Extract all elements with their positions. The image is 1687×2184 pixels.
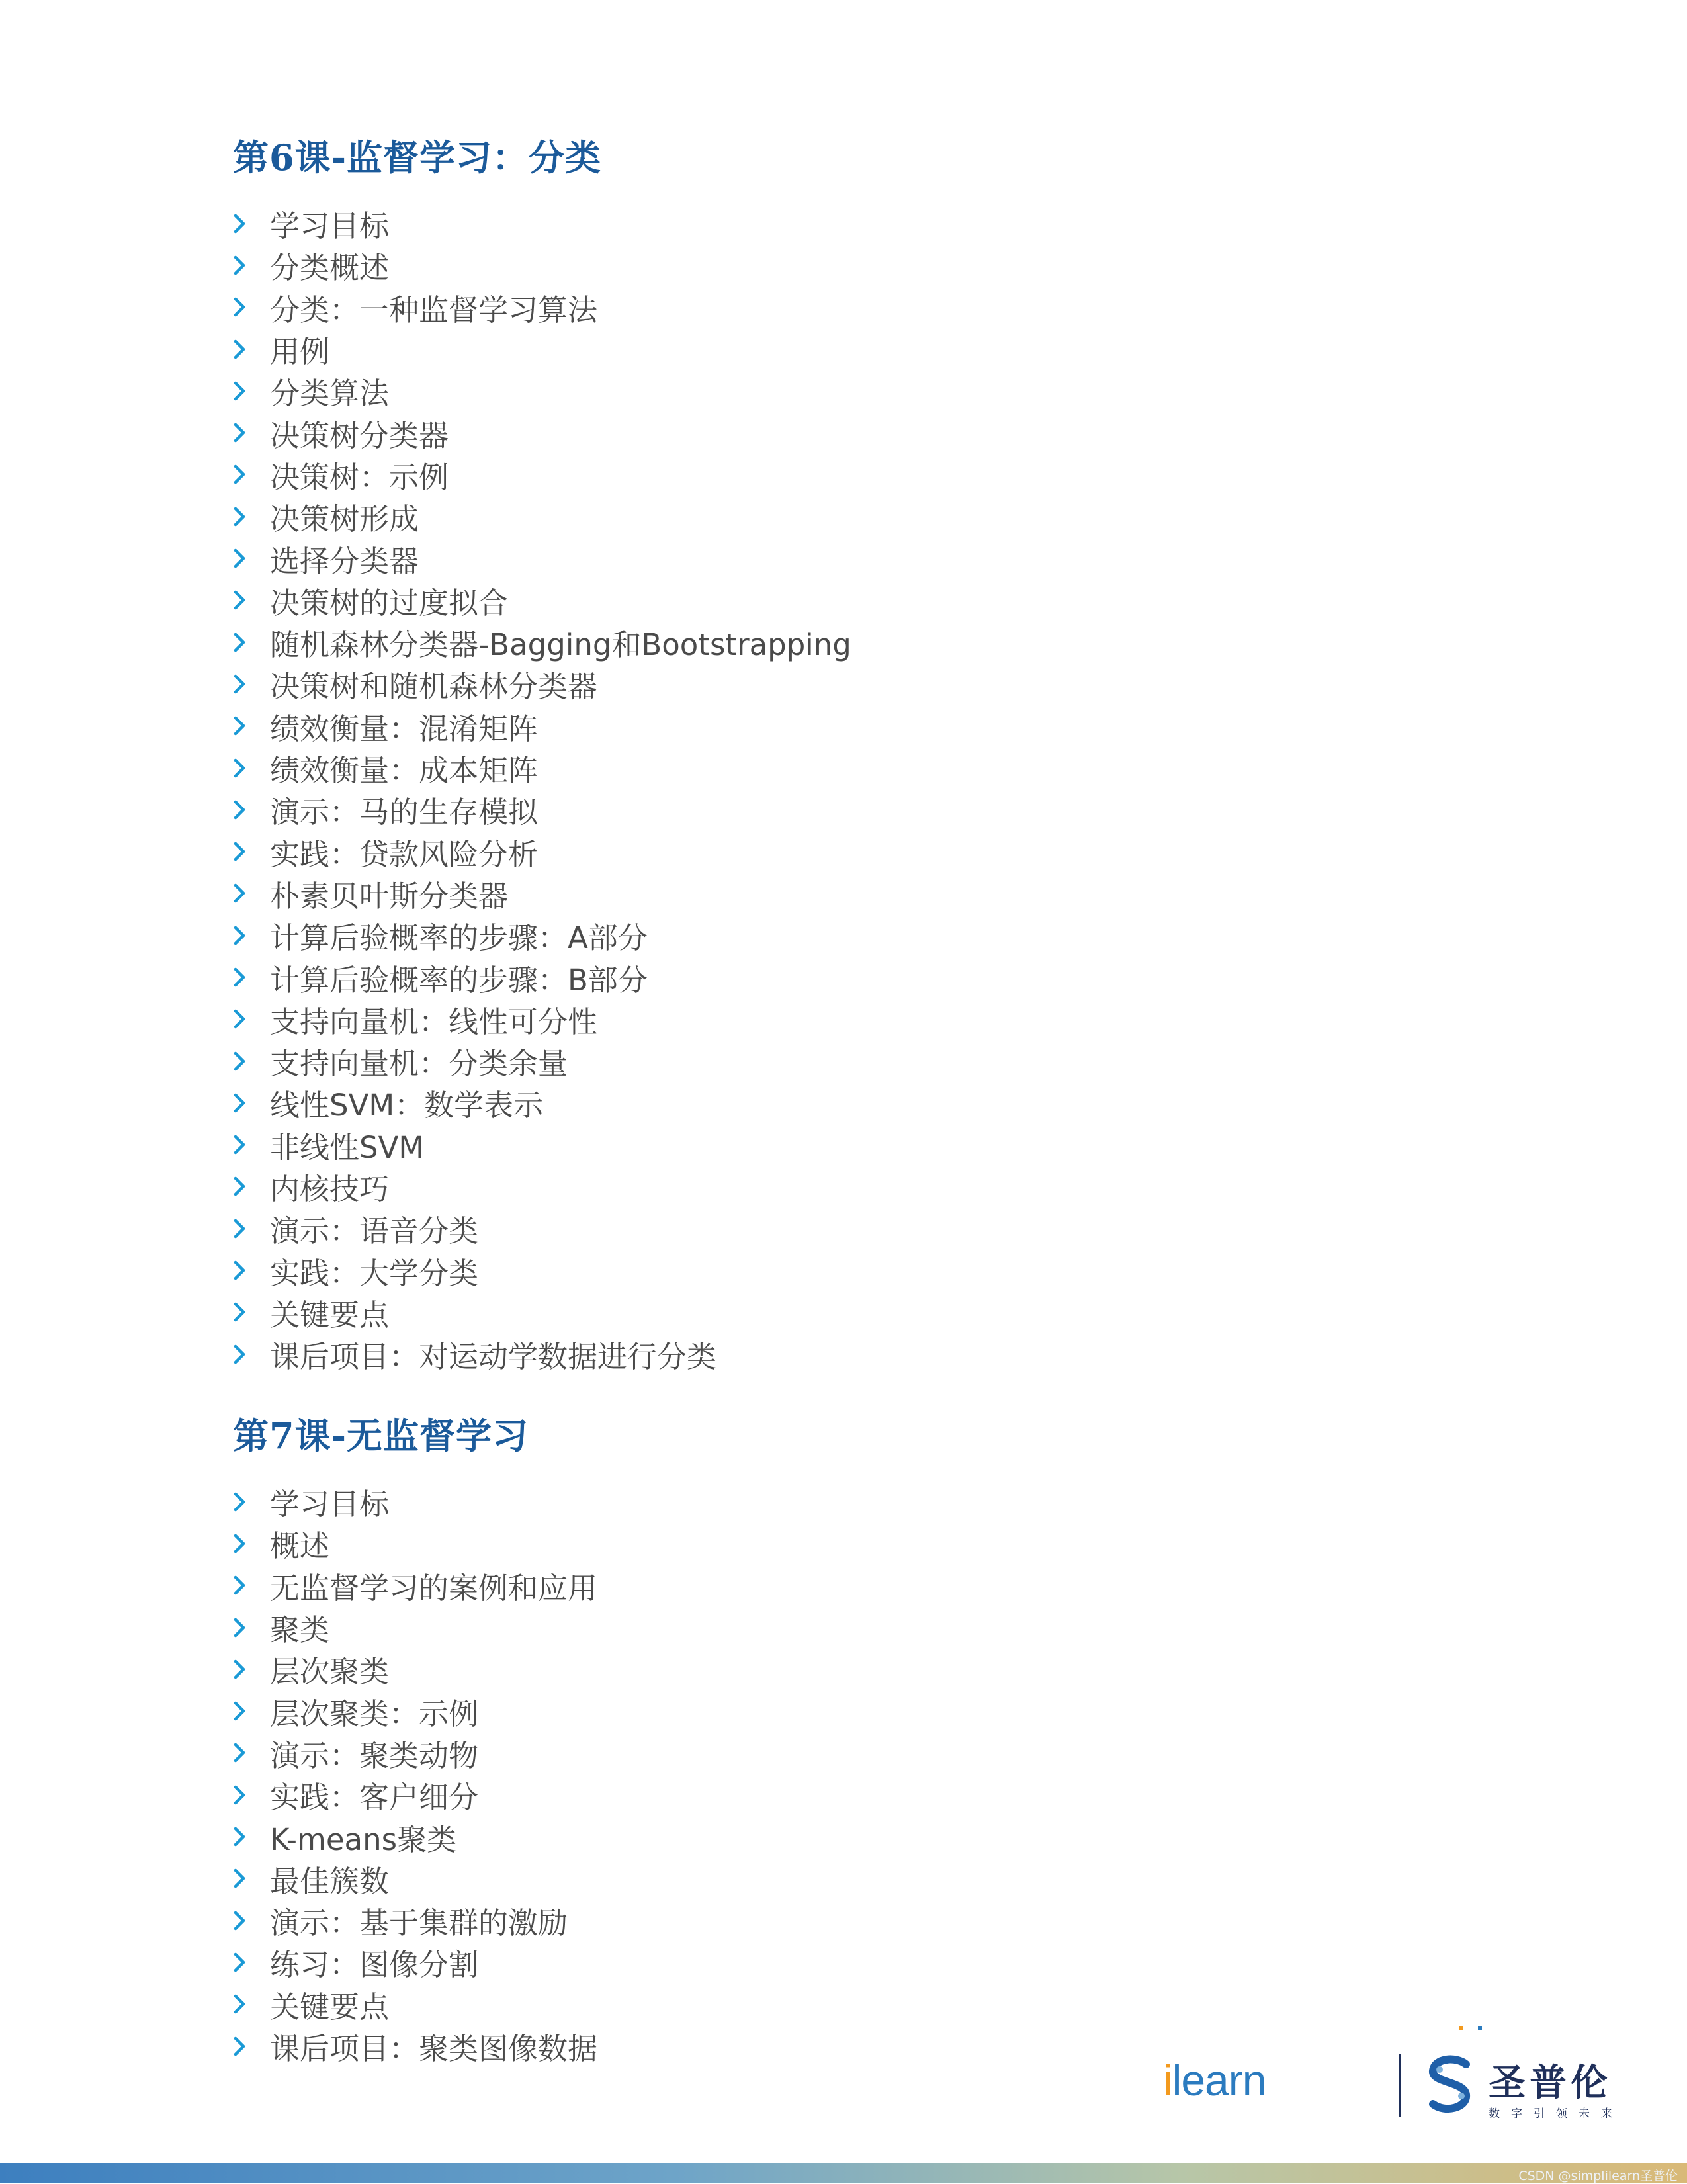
- topic-label: 演示：语音分类: [270, 1213, 479, 1249]
- footer: [0, 2025, 1687, 2183]
- csdn-watermark: CSDN @simplilearn圣普伦: [1518, 2169, 1678, 2183]
- topic-item: [233, 1522, 597, 1564]
- topic-label: 层次聚类：示例: [270, 1696, 479, 1731]
- chevron-right-icon: [233, 1907, 270, 1934]
- topic-item: [233, 873, 851, 914]
- topic-label: 演示：马的生存模拟: [270, 795, 539, 830]
- logo-accent-dots: [1459, 2025, 1486, 2031]
- topic-label: 实践：大学分类: [270, 1255, 479, 1291]
- topic-label: 课后项目：对运动学数据进行分类: [270, 1339, 717, 1375]
- topic-label: K-means聚类: [270, 1821, 457, 1857]
- topic-item: [233, 1040, 851, 1082]
- topic-label: 练习：图像分割: [270, 1947, 479, 1983]
- topic-label: 实践：客户细分: [270, 1780, 479, 1815]
- topic-label: 随机森林分类器-Bagging和Bootstrapping: [270, 627, 851, 663]
- lesson-6-title: 第6课-监督学习：分类: [233, 136, 601, 179]
- chevron-right-icon: [233, 797, 270, 823]
- chevron-right-icon: [233, 1823, 270, 1850]
- chevron-right-icon: [233, 1006, 270, 1032]
- topic-item: [233, 1732, 597, 1774]
- topic-item: [233, 1249, 851, 1291]
- logo-divider: [1399, 2054, 1401, 2117]
- topic-label: 用例: [270, 334, 330, 370]
- chevron-right-icon: [233, 1614, 270, 1641]
- chevron-right-icon: [233, 1572, 270, 1598]
- topic-label: 计算后验概率的步骤：B部分: [270, 962, 648, 998]
- topic-item: [233, 1291, 851, 1333]
- chevron-right-icon: [233, 1991, 270, 2017]
- topic-label: 课后项目：聚类图像数据: [270, 2031, 598, 2067]
- logo-learn-text: learn: [1172, 2056, 1266, 2105]
- chevron-right-icon: [233, 1173, 270, 1200]
- chevron-right-icon: [233, 378, 270, 404]
- chevron-right-icon: [233, 1215, 270, 1242]
- chevron-right-icon: [233, 294, 270, 320]
- topic-label: 决策树分类器: [270, 417, 449, 453]
- topic-item: [233, 705, 851, 747]
- topic-label: 绩效衡量：成本矩阵: [270, 753, 539, 789]
- topic-item: [233, 1333, 851, 1375]
- logo-i-text: i: [1163, 2056, 1172, 2105]
- chevron-right-icon: [233, 1131, 270, 1158]
- chevron-right-icon: [233, 1949, 270, 1976]
- topic-item: [233, 1207, 851, 1249]
- topic-item: [233, 286, 851, 328]
- chevron-right-icon: [233, 1341, 270, 1368]
- topic-label: 支持向量机：分类余量: [270, 1046, 568, 1082]
- topic-label: 层次聚类: [270, 1654, 390, 1690]
- topic-label: 选择分类器: [270, 543, 419, 579]
- topic-item: [233, 454, 851, 496]
- chevron-right-icon: [233, 1090, 270, 1116]
- chevron-right-icon: [233, 1656, 270, 1682]
- topic-item: [233, 1166, 851, 1207]
- topic-label: 学习目标: [270, 208, 390, 244]
- topic-label: 内核技巧: [270, 1171, 390, 1207]
- topic-item: [233, 1815, 597, 1857]
- topic-item: [233, 956, 851, 998]
- topic-label: 关键要点: [270, 1989, 390, 2025]
- topic-item: [233, 998, 851, 1040]
- topic-item: [233, 1648, 597, 1690]
- chevron-right-icon: [233, 1698, 270, 1724]
- topic-item: [233, 747, 851, 789]
- chevron-right-icon: [233, 210, 270, 237]
- topic-label: 聚类: [270, 1612, 330, 1648]
- lesson-7-title: 第7课-无监督学习: [233, 1415, 529, 1457]
- topic-label: 关键要点: [270, 1297, 390, 1332]
- topic-label: 计算后验概率的步骤：A部分: [270, 920, 648, 956]
- chevron-right-icon: [233, 545, 270, 572]
- chevron-right-icon: [233, 713, 270, 739]
- topic-item: [233, 1082, 851, 1123]
- chevron-right-icon: [233, 880, 270, 906]
- chevron-right-icon: [233, 1739, 270, 1766]
- topic-item: [233, 1900, 597, 1941]
- chevron-right-icon: [233, 838, 270, 865]
- chevron-right-icon: [233, 964, 270, 990]
- topic-item: [233, 830, 851, 872]
- chevron-right-icon: [233, 1530, 270, 1557]
- chevron-right-icon: [233, 671, 270, 697]
- chevron-right-icon: [233, 1257, 270, 1284]
- topic-label: 朴素贝叶斯分类器: [270, 878, 509, 914]
- chevron-right-icon: [233, 461, 270, 488]
- chevron-right-icon: [233, 1865, 270, 1892]
- topic-label: 实践：贷款风险分析: [270, 836, 539, 872]
- chevron-right-icon: [233, 629, 270, 656]
- chevron-right-icon: [233, 1489, 270, 1515]
- topic-label: 决策树：示例: [270, 459, 449, 495]
- topic-item: [233, 537, 851, 579]
- topic-item: [233, 496, 851, 537]
- topic-label: 演示：基于集群的激励: [270, 1905, 568, 1941]
- brand-tagline: 数字引领未来: [1489, 2107, 1623, 2120]
- topic-label: 决策树的过度拟合: [270, 585, 509, 621]
- topic-item: [233, 244, 851, 286]
- chevron-right-icon: [233, 336, 270, 363]
- topic-item: [233, 202, 851, 244]
- topic-label: 决策树形成: [270, 502, 419, 537]
- topic-item: [233, 580, 851, 621]
- topic-label: 支持向量机：线性可分性: [270, 1004, 598, 1039]
- chevron-right-icon: [233, 922, 270, 949]
- topic-label: 决策树和随机森林分类器: [270, 669, 598, 705]
- topic-item: [233, 914, 851, 956]
- shengpulun-s-logo-icon: [1425, 2055, 1477, 2115]
- topic-item: [233, 1124, 851, 1166]
- topic-label: 无监督学习的案例和应用: [270, 1570, 598, 1606]
- chevron-right-icon: [233, 503, 270, 530]
- brand-name-cn: 圣普伦: [1489, 2061, 1612, 2105]
- chevron-right-icon: [233, 252, 270, 279]
- topic-item: [233, 789, 851, 830]
- simplilearn-logo: [1163, 2055, 1266, 2105]
- topic-label: 绩效衡量：混淆矩阵: [270, 711, 539, 746]
- topic-item: [233, 1565, 597, 1606]
- bottom-gradient-bar: [0, 2163, 1687, 2183]
- topic-label: 分类算法: [270, 376, 390, 412]
- chevron-right-icon: [233, 755, 270, 781]
- topic-label: 学习目标: [270, 1487, 390, 1522]
- topic-item: [233, 1606, 597, 1648]
- chevron-right-icon: [233, 1782, 270, 1808]
- topic-item: [233, 1774, 597, 1815]
- topic-item: [233, 1690, 597, 1731]
- topic-label: 线性SVM：数学表示: [270, 1088, 544, 1123]
- lesson-7-topic-list: [233, 1481, 597, 2067]
- topic-label: 分类：一种监督学习算法: [270, 292, 598, 328]
- chevron-right-icon: [233, 1048, 270, 1074]
- topic-label: 演示：聚类动物: [270, 1737, 479, 1773]
- topic-label: 最佳簇数: [270, 1863, 390, 1899]
- topic-item: [233, 328, 851, 370]
- chevron-right-icon: [233, 419, 270, 446]
- topic-item: [233, 1984, 597, 2025]
- topic-item: [233, 1481, 597, 1522]
- chevron-right-icon: [233, 587, 270, 613]
- topic-label: 非线性SVM: [270, 1129, 425, 1165]
- topic-item: [233, 1858, 597, 1900]
- topic-item: [233, 412, 851, 453]
- topic-item: [233, 1941, 597, 1983]
- chevron-right-icon: [233, 1299, 270, 1325]
- topic-item: [233, 370, 851, 412]
- topic-label: 概述: [270, 1528, 330, 1564]
- lesson-6-topic-list: [233, 202, 851, 1375]
- topic-item: [233, 621, 851, 663]
- topic-label: 分类概述: [270, 250, 390, 286]
- topic-item: [233, 663, 851, 705]
